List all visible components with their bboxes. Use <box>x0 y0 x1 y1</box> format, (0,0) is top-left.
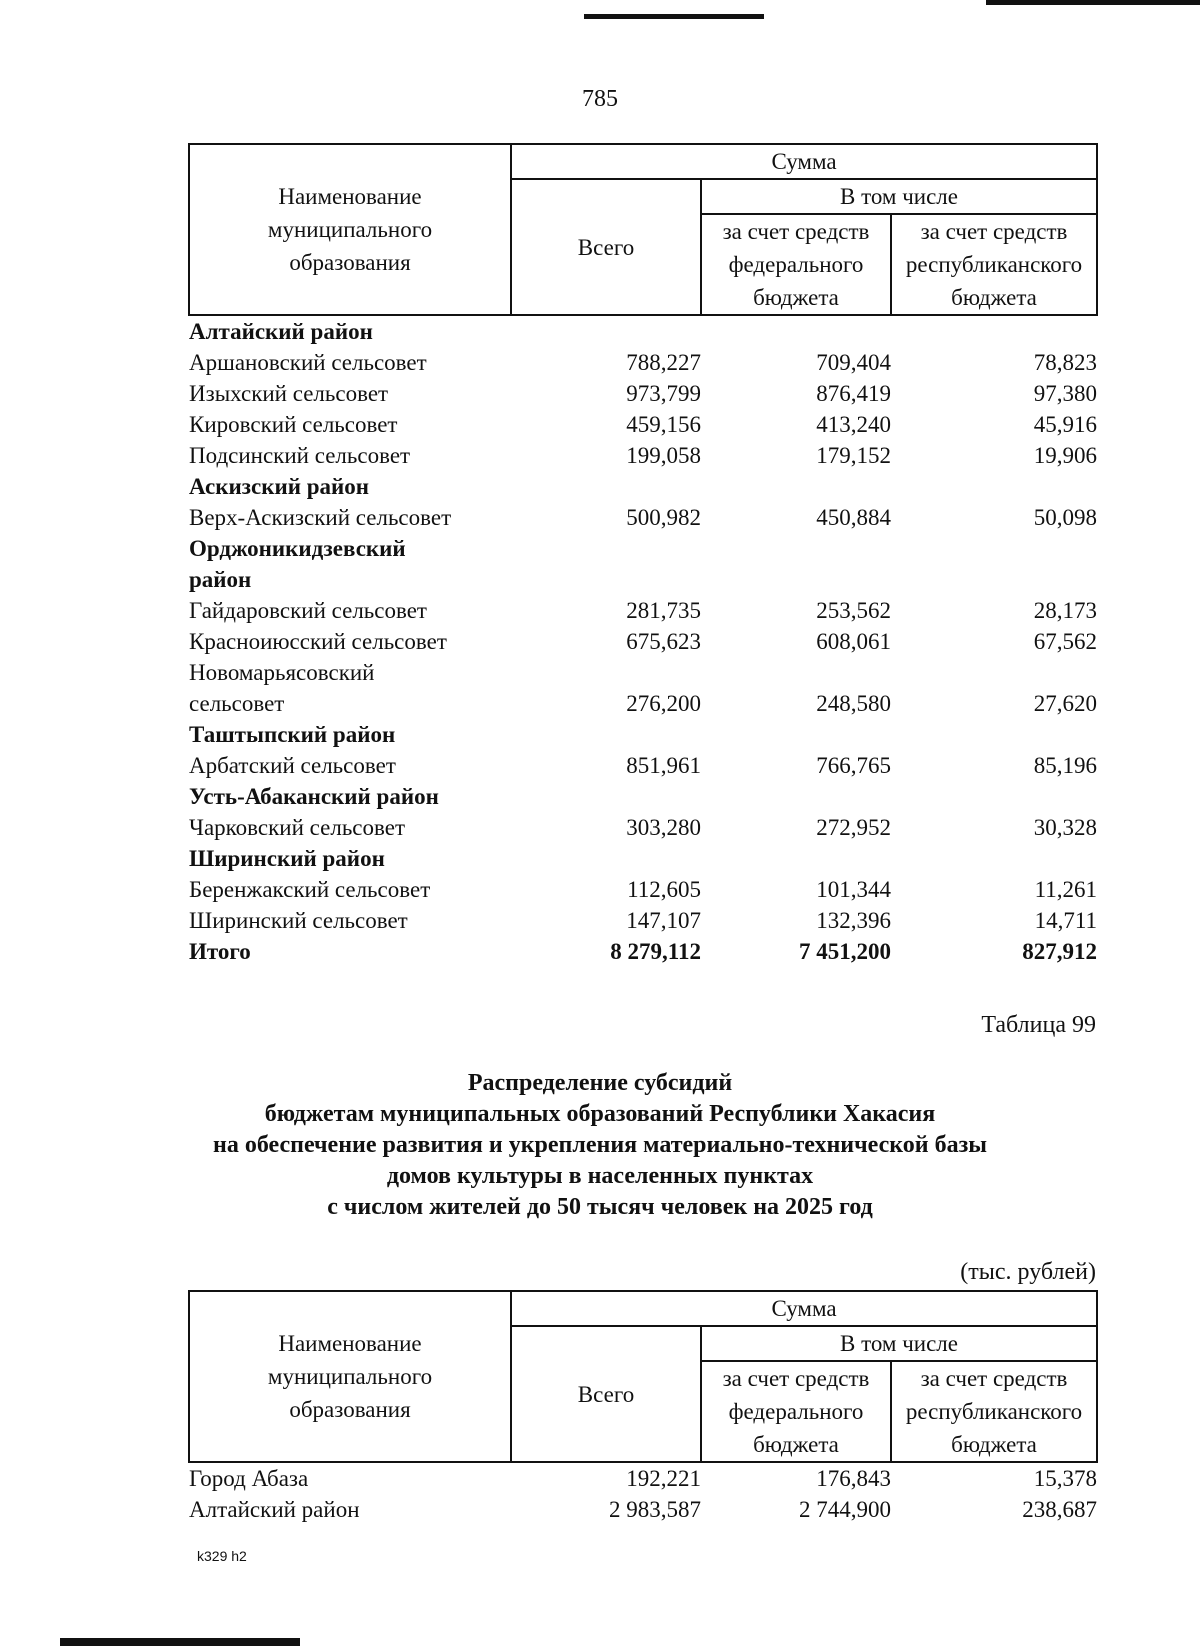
cell-name: Арбатский сельсовет <box>189 753 396 778</box>
table-row <box>189 440 1097 471</box>
header-name: Наименование муниципального образования <box>189 1291 511 1462</box>
cell-name: Красноиюсский сельсовет <box>189 629 447 654</box>
table-number: Таблица 99 <box>981 1012 1096 1038</box>
footer-code: k329 h2 <box>197 1548 247 1564</box>
cell-name: Чарковский сельсовет <box>189 815 405 840</box>
cell-total: 851,961 <box>626 753 701 778</box>
header-including: В том числе <box>701 1326 1097 1361</box>
group-row <box>189 843 1097 874</box>
units-label: (тыс. рублей) <box>960 1259 1096 1285</box>
cell-federal: 132,396 <box>816 908 891 933</box>
cell-total <box>511 657 701 688</box>
cell-republican: 85,196 <box>1033 753 1098 778</box>
cell-total: 675,623 <box>626 629 701 654</box>
header-total: Всего <box>511 1326 701 1462</box>
table-top <box>188 143 1098 967</box>
cell-total: 112,605 <box>627 877 701 902</box>
group-row <box>189 533 1097 564</box>
cell-name: Орджоникидзевский <box>189 536 406 561</box>
table-bottom <box>188 1290 1098 1525</box>
title-line: с числом жителей до 50 тысяч человек на 2025 год <box>327 1194 873 1220</box>
cell-republican: 78,823 <box>1033 350 1098 375</box>
group-row <box>189 781 1097 812</box>
cell-name: Таштыпский район <box>189 722 396 747</box>
cell-federal <box>701 657 891 688</box>
table-row <box>189 347 1097 378</box>
cell-name: Подсинский сельсовет <box>189 443 411 468</box>
title-line: бюджетам муниципальных образований Республики Хакасия <box>264 1101 936 1127</box>
header-sum: Сумма <box>511 1291 1097 1326</box>
cell-total: 276,200 <box>626 691 701 716</box>
cell-republican: 14,711 <box>1034 908 1098 933</box>
cell-name: Усть-Абаканский район <box>189 784 439 809</box>
cell-republican: 11,261 <box>1034 877 1098 902</box>
table-bottom-body <box>189 1462 1097 1525</box>
header-name: Наименование муниципального образования <box>189 144 511 315</box>
cell-federal: 876,419 <box>816 381 891 406</box>
table-top-header <box>189 144 1097 315</box>
group-row <box>189 564 1097 595</box>
table-row <box>189 378 1097 409</box>
title-line: на обеспечение развития и укрепления материально-технической базы <box>213 1132 987 1158</box>
cell-total: 281,735 <box>626 598 701 623</box>
scan-line-bottom-left <box>60 1638 300 1646</box>
header-republican: за счет средств республиканского бюджета <box>891 1361 1097 1462</box>
header-including: В том числе <box>701 179 1097 214</box>
table-title <box>0 1068 1200 1223</box>
cell-name: Аршановский сельсовет <box>189 350 427 375</box>
page-number: 785 <box>582 86 618 112</box>
cell-name: Аскизский район <box>189 474 370 499</box>
cell-republican: 50,098 <box>1033 505 1098 530</box>
table-row <box>189 874 1097 905</box>
cell-total: 147,107 <box>626 908 701 933</box>
cell-total: 303,280 <box>626 815 701 840</box>
cell-name: Беренжакский сельсовет <box>189 877 431 902</box>
header-federal: за счет средств федерального бюджета <box>701 214 891 315</box>
group-row <box>189 719 1097 750</box>
group-row <box>189 315 1097 347</box>
cell-total: 459,156 <box>626 412 701 437</box>
cell-republican: 827,912 <box>1022 939 1098 964</box>
cell-federal: 450,884 <box>816 505 891 530</box>
cell-total: 973,799 <box>626 381 701 406</box>
cell-federal: 608,061 <box>816 629 891 654</box>
scan-line-top-right <box>986 0 1200 5</box>
cell-republican: 45,916 <box>1033 412 1098 437</box>
table-row <box>189 657 1097 688</box>
cell-federal: 766,765 <box>816 753 891 778</box>
cell-federal: 2 744,900 <box>799 1497 891 1522</box>
cell-name: район <box>189 567 252 592</box>
table-row <box>189 905 1097 936</box>
cell-name: Гайдаровский сельсовет <box>189 598 427 623</box>
table-row <box>189 1462 1097 1494</box>
cell-name: сельсовет <box>189 691 285 716</box>
cell-name: Алтайский район <box>189 319 373 344</box>
table-top-body <box>189 315 1097 967</box>
table-row <box>189 750 1097 781</box>
cell-name: Кировский сельсовет <box>189 412 398 437</box>
table-row <box>189 626 1097 657</box>
cell-name: Ширинский район <box>189 846 385 871</box>
cell-federal: 176,843 <box>816 1466 891 1491</box>
header-sum: Сумма <box>511 144 1097 179</box>
cell-name: Алтайский район <box>189 1497 360 1522</box>
cell-federal: 7 451,200 <box>799 939 891 964</box>
cell-republican: 97,380 <box>1033 381 1098 406</box>
cell-total: 192,221 <box>626 1466 701 1491</box>
cell-name: Ширинский сельсовет <box>189 908 408 933</box>
cell-federal: 709,404 <box>816 350 891 375</box>
cell-republican: 27,620 <box>1033 691 1098 716</box>
cell-federal: 248,580 <box>816 691 891 716</box>
cell-republican: 238,687 <box>1022 1497 1098 1522</box>
table-row <box>189 688 1097 719</box>
cell-total: 199,058 <box>626 443 701 468</box>
table-row <box>189 595 1097 626</box>
table-row <box>189 502 1097 533</box>
header-republican: за счет средств республиканского бюджета <box>891 214 1097 315</box>
cell-federal: 413,240 <box>816 412 891 437</box>
header-total: Всего <box>511 179 701 315</box>
cell-republican: 67,562 <box>1033 629 1098 654</box>
table-row <box>189 1494 1097 1525</box>
cell-republican: 19,906 <box>1033 443 1098 468</box>
cell-republican: 28,173 <box>1033 598 1098 623</box>
table-row <box>189 409 1097 440</box>
table-bottom-header <box>189 1291 1097 1462</box>
cell-federal: 101,344 <box>816 877 891 902</box>
cell-total: 8 279,112 <box>610 939 701 964</box>
title-line: Распределение субсидий <box>467 1070 733 1096</box>
group-row <box>189 471 1097 502</box>
cell-total: 788,227 <box>626 350 701 375</box>
cell-federal: 253,562 <box>816 598 891 623</box>
cell-republican: 30,328 <box>1033 815 1098 840</box>
cell-federal: 272,952 <box>816 815 891 840</box>
header-federal: за счет средств федерального бюджета <box>701 1361 891 1462</box>
cell-total: 500,982 <box>626 505 701 530</box>
cell-federal: 179,152 <box>816 443 891 468</box>
total-row <box>189 936 1097 967</box>
scan-line-top-left <box>584 14 764 19</box>
table-row <box>189 812 1097 843</box>
cell-name: Изыхский сельсовет <box>189 381 389 406</box>
title-line: домов культуры в населенных пунктах <box>386 1163 814 1189</box>
cell-republican <box>891 657 1097 688</box>
cell-name: Город Абаза <box>189 1466 309 1491</box>
cell-total: 2 983,587 <box>609 1497 701 1522</box>
cell-name: Верх-Аскизский сельсовет <box>189 505 452 530</box>
cell-republican: 15,378 <box>1033 1466 1098 1491</box>
cell-name: Итого <box>189 939 251 964</box>
cell-name: Новомарьясовский <box>189 660 375 685</box>
